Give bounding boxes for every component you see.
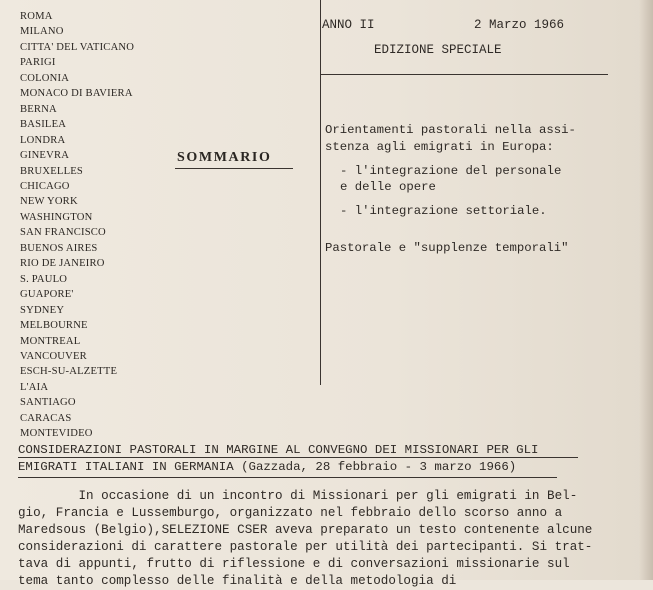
page-edge-shadow bbox=[639, 0, 653, 580]
city-item: BERNA bbox=[20, 103, 57, 115]
city-item: ESCH-SU-ALZETTE bbox=[20, 366, 118, 378]
toc-line: stenza agli emigrati in Europa: bbox=[325, 140, 554, 154]
city-item: MELBOURNE bbox=[20, 320, 88, 332]
body-line: tema tanto complesso delle finalità e della metodologia di bbox=[18, 574, 457, 588]
toc-line: Pastorale e "supplenze temporali" bbox=[325, 241, 569, 255]
city-item: MONACO DI BAVIERA bbox=[20, 88, 133, 100]
city-item: L'AIA bbox=[20, 381, 49, 393]
city-item: SANTIAGO bbox=[20, 397, 76, 409]
body-line: gio, Francia e Lussemburgo, organizzato nel febbraio dello scorso anno a bbox=[18, 506, 563, 520]
article-title bbox=[18, 442, 539, 476]
city-item: CARACAS bbox=[20, 412, 72, 424]
city-item: GINEVRA bbox=[20, 150, 70, 162]
city-item: PARIGI bbox=[20, 57, 56, 69]
city-item: SYDNEY bbox=[20, 304, 65, 316]
city-item: COLONIA bbox=[20, 72, 70, 84]
city-item: CHICAGO bbox=[20, 180, 70, 192]
city-item: VANCOUVER bbox=[20, 350, 87, 362]
city-item: MILANO bbox=[20, 26, 64, 38]
body-line: Maredsous (Belgio),SELEZIONE CSER aveva preparato un testo contenente alcune bbox=[18, 523, 593, 537]
city-item: BUENOS AIRES bbox=[20, 242, 98, 254]
issue-date: 2 Marzo 1966 bbox=[474, 18, 565, 32]
toc-line: - l'integrazione del personale bbox=[340, 164, 562, 178]
city-list bbox=[20, 9, 190, 442]
city-item: RIO DE JANEIRO bbox=[20, 258, 105, 270]
body-line: In occasione di un incontro di Missionari per gli emigrati in Bel- bbox=[18, 489, 578, 503]
issue-year: ANNO II bbox=[322, 18, 375, 32]
article-title-line: EMIGRATI ITALIANI IN GERMANIA (Gazzada, 28 febbraio - 3 marzo 1966) bbox=[18, 460, 517, 474]
toc-line: e delle opere bbox=[340, 180, 436, 194]
toc-line: - l'integrazione settoriale. bbox=[340, 204, 547, 218]
city-item: GUAPORE' bbox=[20, 289, 74, 301]
article-body bbox=[18, 488, 592, 590]
city-item: BASILEA bbox=[20, 119, 67, 131]
masthead-divider bbox=[320, 74, 608, 75]
city-item: SAN FRANCISCO bbox=[20, 227, 106, 239]
city-item: CITTA' DEL VATICANO bbox=[20, 41, 135, 53]
toc-line: Orientamenti pastorali nella assi- bbox=[325, 123, 576, 137]
article-title-line: CONSIDERAZIONI PASTORALI IN MARGINE AL CONVEGNO DEI MISSIONARI PER GLI bbox=[18, 443, 539, 457]
city-item: LONDRA bbox=[20, 134, 66, 146]
body-line: tava di appunti, frutto di riflessione e di conversazioni missionarie sul bbox=[18, 557, 570, 571]
title-underline bbox=[18, 477, 557, 478]
city-item: S. PAULO bbox=[20, 273, 68, 285]
city-item: MONTREAL bbox=[20, 335, 81, 347]
sommario-underline bbox=[175, 168, 293, 169]
edition-label: EDIZIONE SPECIALE bbox=[374, 43, 502, 57]
city-item: NEW YORK bbox=[20, 196, 78, 208]
sommario-heading: SOMMARIO bbox=[177, 150, 272, 165]
vertical-divider bbox=[320, 0, 321, 385]
title-underline bbox=[18, 457, 578, 458]
body-line: considerazioni di carattere pastorale per utilità dei partecipanti. Si trat- bbox=[18, 540, 593, 554]
city-item: ROMA bbox=[20, 11, 53, 22]
city-item: WASHINGTON bbox=[20, 211, 93, 223]
city-item: MONTEVIDEO bbox=[20, 428, 93, 440]
city-item: BRUXELLES bbox=[20, 165, 84, 177]
